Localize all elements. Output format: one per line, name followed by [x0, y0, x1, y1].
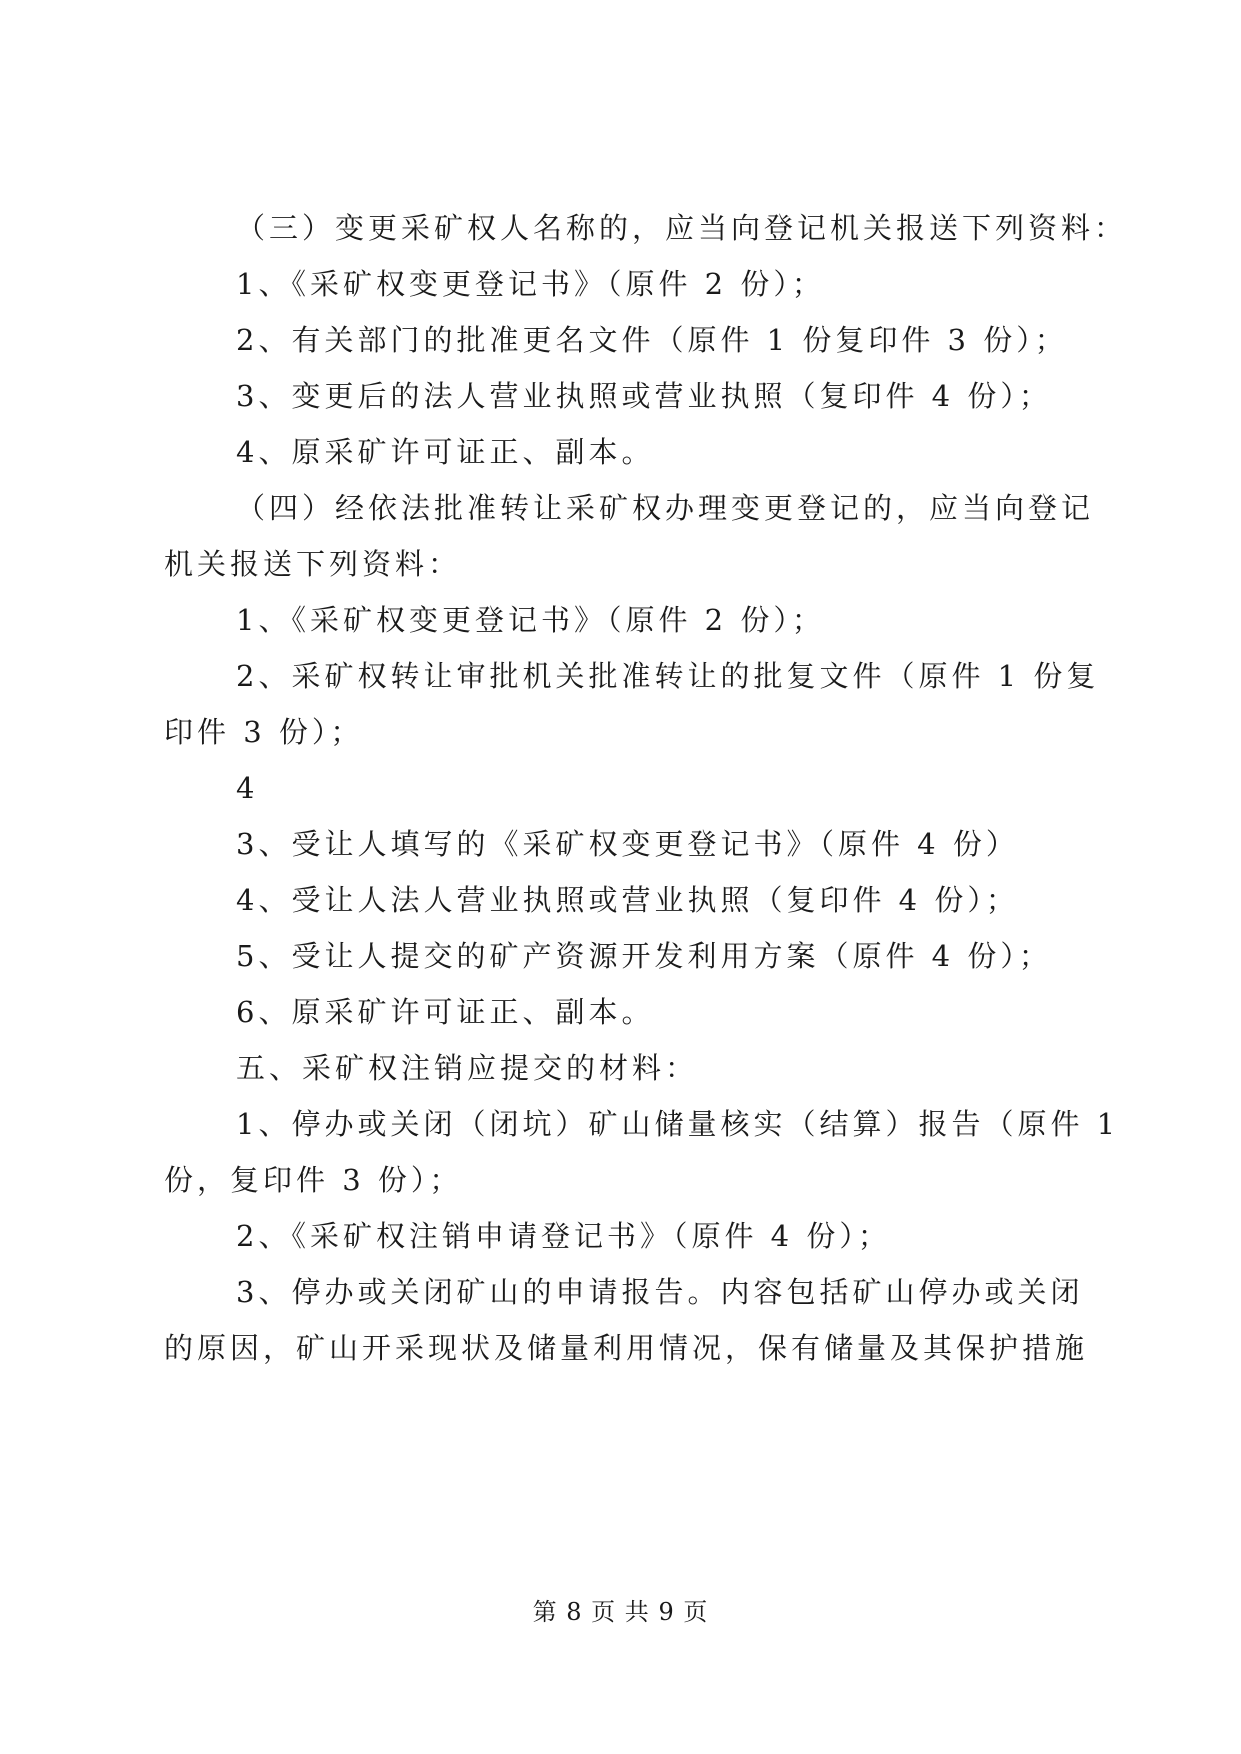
paragraph-line: 3、变更后的法人营业执照或营业执照（复印件 4 份）；	[236, 379, 1052, 413]
paragraph-line: 1、停办或关闭（闭坑）矿山储量核实（结算）报告（原件 1	[236, 1107, 1120, 1141]
paragraph-line: （三）变更采矿权人名称的，应当向登记机关报送下列资料：	[236, 211, 1128, 245]
paragraph-line: 4、原采矿许可证正、副本。	[236, 435, 655, 469]
paragraph-line: 份，复印件 3 份）；	[164, 1163, 463, 1197]
paragraph-line: 3、停办或关闭矿山的申请报告。内容包括矿山停办或关闭	[236, 1275, 1084, 1309]
page-footer: 第 8 页 共 9 页	[532, 1598, 709, 1626]
paragraph-line: 3、受让人填写的《采矿权变更登记书》（原件 4 份）	[236, 827, 1019, 861]
paragraph-line: 1、《采矿权变更登记书》（原件 2 份）；	[236, 267, 825, 301]
paragraph-line: 2、有关部门的批准更名文件（原件 1 份复印件 3 份）；	[236, 323, 1068, 357]
paragraph-line: 1、《采矿权变更登记书》（原件 2 份）；	[236, 603, 825, 637]
paragraph-line: 6、原采矿许可证正、副本。	[236, 995, 655, 1029]
section-heading: 五、采矿权注销应提交的材料：	[236, 1051, 699, 1085]
paragraph-line: 印件 3 份）；	[164, 715, 364, 749]
paragraph-line: 5、受让人提交的矿产资源开发利用方案（原件 4 份）；	[236, 939, 1052, 973]
paragraph-line: 的原因，矿山开采现状及储量利用情况，保有储量及其保护措施	[164, 1331, 1089, 1365]
page-marker: 4	[236, 771, 259, 805]
paragraph-line: 2、《采矿权注销申请登记书》（原件 4 份）；	[236, 1219, 891, 1253]
paragraph-line: （四）经依法批准转让采矿权办理变更登记的，应当向登记	[236, 491, 1095, 525]
paragraph-line: 2、采矿权转让审批机关批准转让的批复文件（原件 1 份复	[236, 659, 1100, 693]
paragraph-line: 4、受让人法人营业执照或营业执照（复印件 4 份）；	[236, 883, 1019, 917]
paragraph-line: 机关报送下列资料：	[164, 547, 462, 581]
